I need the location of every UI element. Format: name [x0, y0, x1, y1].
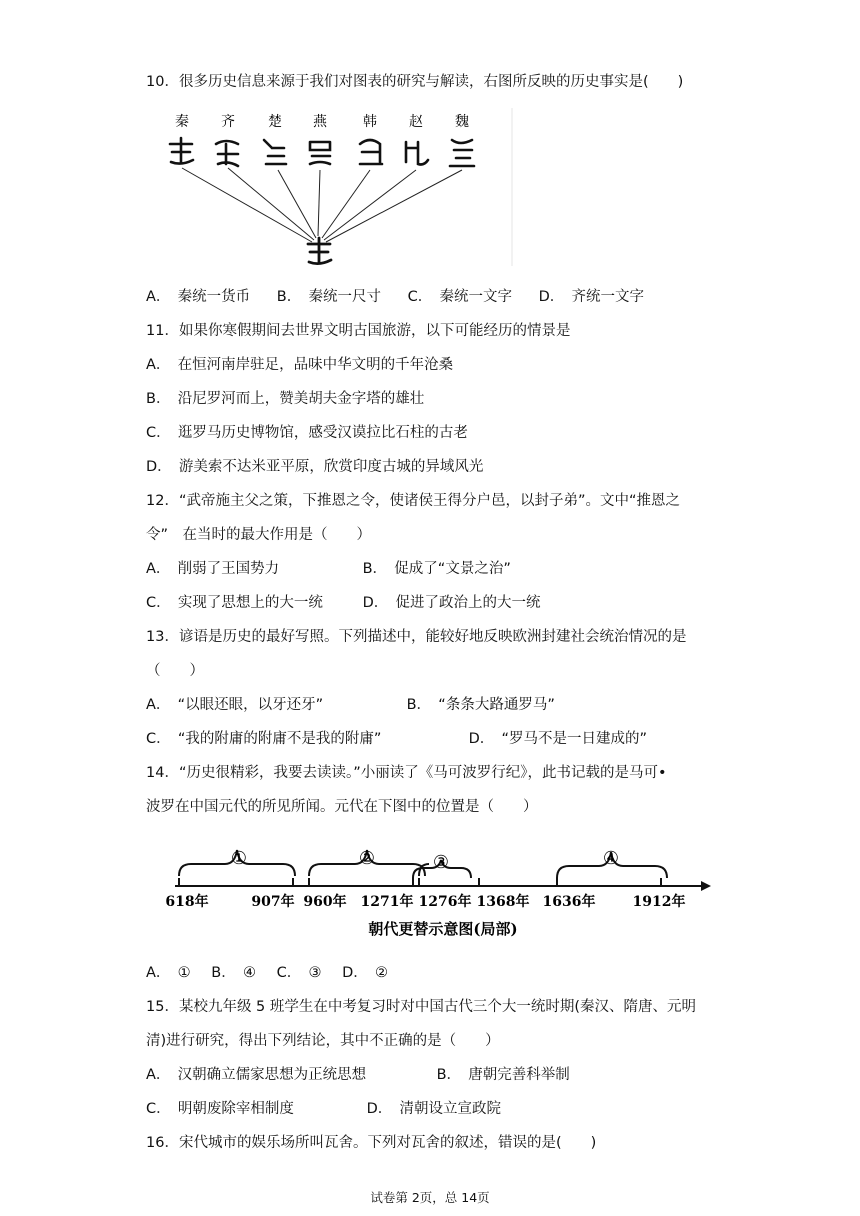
q15-options-row1 — [146, 1065, 570, 1085]
seal-glyph-yan — [310, 142, 330, 164]
timeline-arrow — [701, 881, 711, 891]
seal-glyph-qin — [170, 138, 193, 164]
q13-stem-line1: 13．谚语是历史的最好写照。下列描述中，能较好地反映欧洲封建社会统治情况的是 — [146, 629, 687, 645]
q13-stem-line2: （ ） — [146, 663, 204, 679]
q10-option-a[interactable]: A． 秦统一货币 — [146, 289, 251, 305]
q12-option-d[interactable]: D． 促进了政治上的大一统 — [362, 595, 541, 611]
timeline-ticks — [179, 878, 661, 886]
q10-stem: 10．很多历史信息来源于我们对图表的研究与解读，右图所反映的历史事实是( ) — [146, 74, 684, 90]
state-label-han: 韩 — [363, 114, 377, 130]
year-1912: 1912年 — [632, 894, 686, 910]
mark-2: ② — [358, 848, 376, 869]
q11-option-d[interactable]: D． 游美索不达米亚平原，欣赏印度古城的异域风光 — [146, 459, 484, 475]
q10-script-figure — [160, 108, 520, 268]
q13-options-row1 — [146, 695, 555, 715]
seal-glyph-wei — [450, 140, 474, 166]
q15-option-b[interactable]: B． 唐朝完善科举制 — [436, 1067, 570, 1083]
q13-option-a[interactable]: A． “以眼还眼，以牙还牙” — [146, 697, 324, 713]
q13-options-row2 — [146, 729, 647, 749]
state-label-chu: 楚 — [268, 114, 282, 130]
q13-option-b[interactable]: B． “条条大路通罗马” — [406, 697, 555, 713]
q11-option-c[interactable]: C． 逛罗马历史博物馆，感受汉谟拉比石柱的古老 — [146, 425, 468, 441]
year-960: 960年 — [303, 894, 347, 910]
q15-stem-line1: 15．某校九年级 5 班学生在中考复习时对中国古代三个大一统时期(秦汉、隋唐、元明 — [146, 999, 697, 1015]
connector-lines — [182, 168, 462, 242]
mark-3: ③ — [432, 852, 450, 873]
q13-option-d[interactable]: D． “罗马不是一日建成的” — [468, 731, 648, 747]
q14-stem-line1: 14．“历史很精彩，我要去读读。”小丽读了《马可波罗行纪》，此书记载的是马可• — [146, 765, 667, 781]
state-label-wei: 魏 — [455, 114, 469, 130]
seal-glyph-qi — [216, 141, 238, 166]
q12-options-row1 — [146, 559, 511, 579]
q11-stem: 11．如果你寒假期间去世界文明古国旅游，以下可能经历的情景是 — [146, 323, 571, 339]
q15-options-row2 — [146, 1099, 501, 1119]
q12-stem-line2: 令” 在当时的最大作用是（ ） — [146, 527, 372, 543]
q10-option-b[interactable]: B． 秦统一尺寸 — [276, 289, 381, 305]
year-1368: 1368年 — [476, 894, 530, 910]
q14-option-b[interactable]: B． ④ — [211, 965, 256, 981]
page-footer: 试卷第 2页，总 14页 — [370, 1190, 490, 1205]
state-label-yan: 燕 — [313, 114, 327, 130]
q14-option-d[interactable]: D． ② — [342, 965, 388, 981]
seal-glyph-chu — [264, 140, 286, 164]
q14-stem-line2: 波罗在中国元代的所见所闻。元代在下图中的位置是（ ） — [146, 799, 538, 815]
q12-option-a[interactable]: A． 削弱了王国势力 — [146, 561, 280, 577]
q15-option-a[interactable]: A． 汉朝确立儒家思想为正统思想 — [146, 1067, 367, 1083]
year-1271: 1271年 — [360, 894, 414, 910]
state-label-zhao: 赵 — [409, 114, 423, 130]
seal-glyph-zhao — [406, 142, 428, 165]
year-1276: 1276年 — [418, 894, 472, 910]
year-1636: 1636年 — [542, 894, 596, 910]
year-618: 618年 — [165, 894, 209, 910]
year-907: 907年 — [251, 894, 295, 910]
q10-option-d[interactable]: D． 齐统一文字 — [538, 289, 644, 305]
state-label-qin: 秦 — [175, 114, 189, 130]
q10-options — [146, 287, 644, 307]
q12-option-b[interactable]: B． 促成了“文景之治” — [362, 561, 511, 577]
q11-option-b[interactable]: B． 沿尼罗河而上，赞美胡夫金字塔的雄壮 — [146, 391, 425, 407]
seal-glyph-han — [360, 140, 382, 164]
q15-option-c[interactable]: C． 明朝废除宰相制度 — [146, 1101, 294, 1117]
q14-option-a[interactable]: A． ① — [146, 965, 191, 981]
q15-option-d[interactable]: D． 清朝设立宣政院 — [366, 1101, 502, 1117]
q13-option-c[interactable]: C． “我的附庸的附庸不是我的附庸” — [146, 731, 382, 747]
mark-1: ① — [230, 848, 248, 869]
state-label-qi: 齐 — [221, 114, 235, 130]
q15-stem-line2: 清)进行研究，得出下列结论，其中不正确的是（ ） — [146, 1033, 500, 1049]
q12-stem-line1: 12．“武帝施主父之策，下推恩之令，使诸侯王得分户邑，以封子弟”。文中“推恩之 — [146, 493, 680, 509]
timeline-caption: 朝代更替示意图(局部) — [368, 920, 518, 938]
q14-option-c[interactable]: C． ③ — [276, 965, 322, 981]
q16-stem: 16．宋代城市的娱乐场所叫瓦舍。下列对瓦舍的叙述，错误的是( ) — [146, 1135, 597, 1151]
q14-timeline-figure — [165, 838, 725, 950]
mark-4: ④ — [602, 848, 620, 869]
q10-option-c[interactable]: C． 秦统一文字 — [407, 289, 512, 305]
q12-options-row2 — [146, 593, 541, 613]
q14-options — [146, 963, 388, 983]
q12-option-c[interactable]: C． 实现了思想上的大一统 — [146, 595, 323, 611]
q11-option-a[interactable]: A． 在恒河南岸驻足，品味中华文明的千年沧桑 — [146, 357, 454, 373]
